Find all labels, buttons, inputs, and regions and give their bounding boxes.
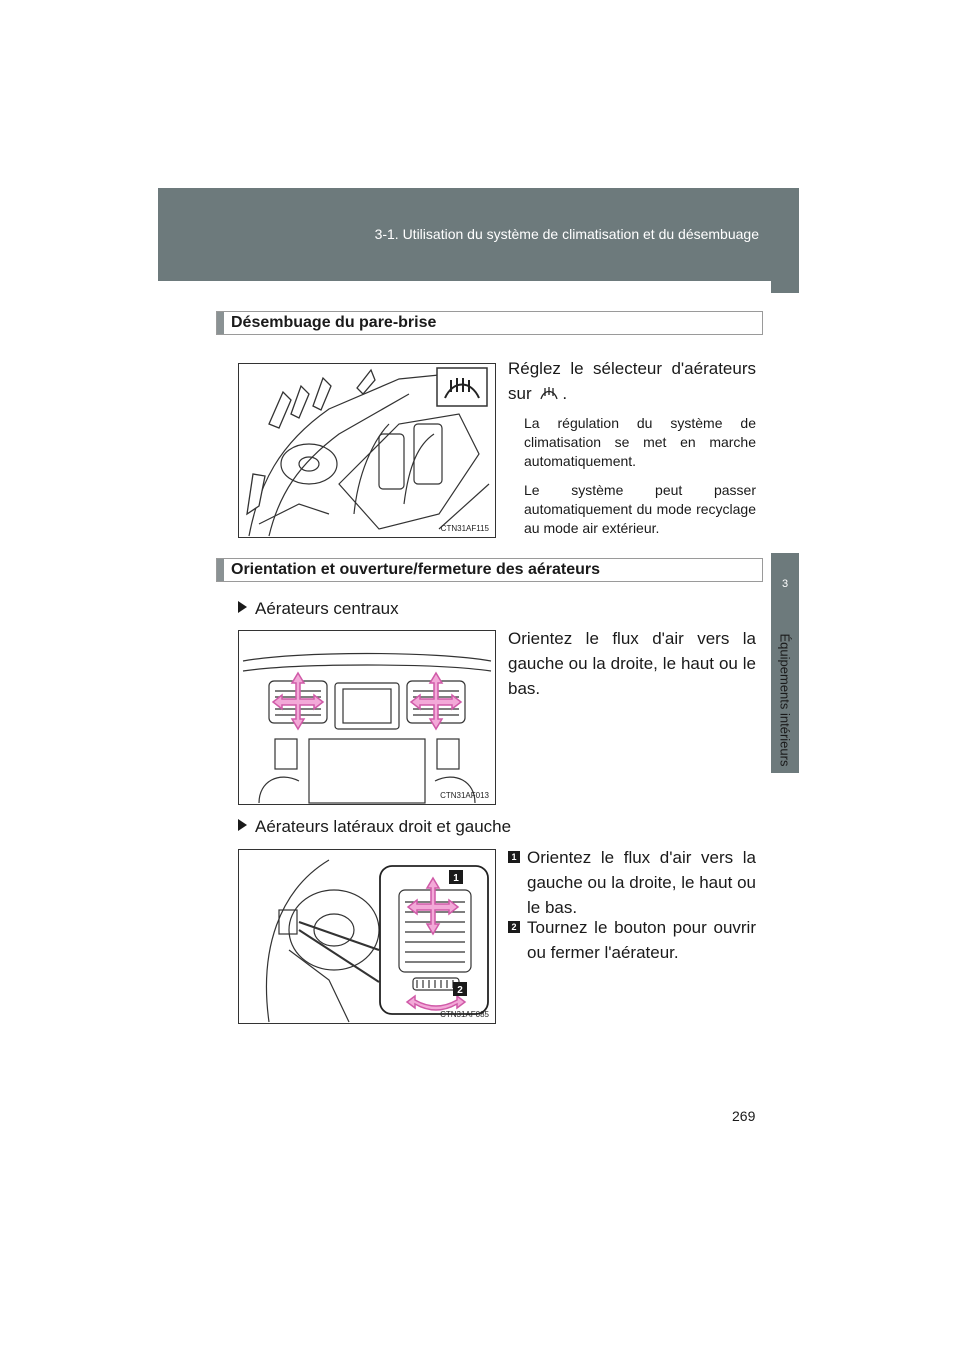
figure-code: CTN31AF115 bbox=[440, 524, 489, 533]
chapter-header bbox=[158, 188, 799, 281]
defog-note-1: La régulation du système de climatisation se met en marche automatiquement. bbox=[524, 415, 756, 469]
section-heading-vents-text: Orientation et ouverture/fermeture des aérateurs bbox=[231, 561, 601, 578]
chapter-tab-label-text: Équipements intérieurs bbox=[777, 633, 793, 767]
side-vents-step-1 bbox=[508, 845, 756, 920]
defog-note-2: Le système peut passer automatiquement du mode recyclage au mode air extérieur. bbox=[524, 482, 756, 536]
side-vents-label bbox=[238, 817, 511, 837]
step-number-2: 2 bbox=[508, 921, 520, 933]
step-2-text: Tournez le bouton pour ouvrir ou fermer l'aérateur. bbox=[527, 918, 756, 962]
central-vents-label bbox=[238, 599, 399, 619]
central-vents-label-text: Aérateurs centraux bbox=[255, 599, 399, 618]
section-heading-vents bbox=[216, 558, 763, 582]
side-vents-label-text: Aérateurs latéraux droit et gauche bbox=[255, 817, 512, 836]
step-number-1: 1 bbox=[508, 851, 520, 863]
chapter-number: 3 bbox=[781, 578, 789, 590]
heading-bar bbox=[217, 312, 224, 334]
callout-1: 1 bbox=[453, 873, 459, 884]
chapter-tab-label bbox=[771, 620, 799, 780]
defog-instruction bbox=[508, 356, 756, 406]
page-number: 269 bbox=[732, 1108, 756, 1124]
bullet-triangle-icon bbox=[238, 819, 247, 831]
section-heading-defog-text: Désembuage du pare-brise bbox=[231, 314, 437, 331]
figure-central-vents bbox=[238, 630, 496, 805]
defog-instruction-end: . bbox=[562, 384, 568, 403]
heading-bar bbox=[217, 559, 224, 581]
figure-side-vents bbox=[238, 849, 496, 1024]
figure-defog-illustration bbox=[238, 363, 496, 538]
figure-code: CTN31AF085 bbox=[440, 1010, 489, 1019]
step-1-text: Orientez le flux d'air vers la gauche ou la droite, le haut ou le bas. bbox=[527, 848, 756, 917]
section-heading-defog bbox=[216, 311, 763, 335]
sidetab-top-strip bbox=[771, 281, 799, 293]
chapter-title: 3-1. Utilisation du système de climatisation et du désembuage bbox=[374, 226, 759, 242]
figure-code: CTN31AF013 bbox=[440, 791, 489, 800]
callout-2: 2 bbox=[457, 985, 463, 996]
defog-instruction-text: Réglez le sélecteur d'aérateurs sur bbox=[508, 359, 756, 403]
bullet-triangle-icon bbox=[238, 601, 247, 613]
windshield-defog-icon bbox=[539, 385, 559, 401]
central-vents-text: Orientez le flux d'air vers la gauche ou la droite, le haut ou le bas. bbox=[508, 629, 756, 698]
side-vents-step-2 bbox=[508, 915, 756, 965]
